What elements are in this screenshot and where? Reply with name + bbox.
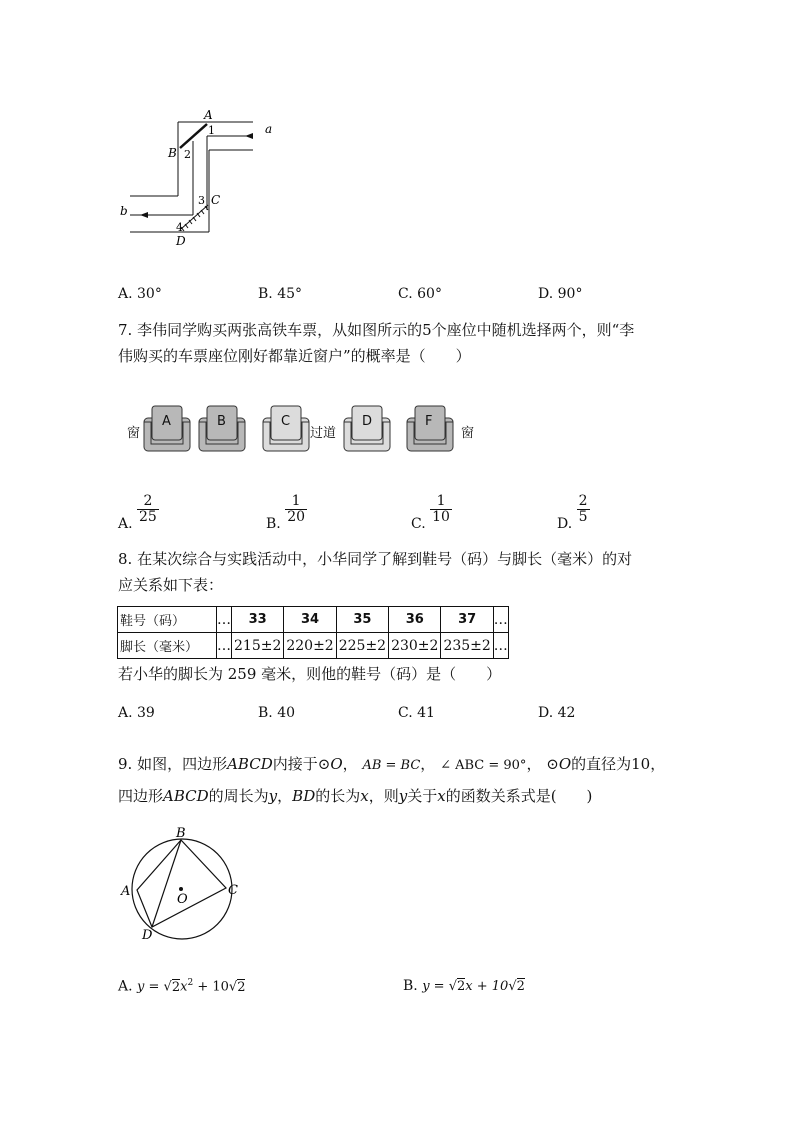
q8-option-c[interactable]	[398, 705, 435, 721]
exponent: 2	[187, 978, 194, 988]
text: ，	[420, 755, 436, 773]
q9-label-A: A	[121, 884, 131, 899]
q6-label-3: 3	[198, 194, 205, 207]
q6-label-b: b	[120, 204, 128, 218]
seat-d	[343, 404, 391, 456]
table-cell: …	[217, 607, 232, 633]
math: x	[437, 787, 446, 805]
table-cell: …	[493, 607, 508, 633]
text: 四边形	[118, 787, 164, 805]
table-cell: 225±2	[336, 633, 388, 659]
q6-reflection-figure	[110, 105, 280, 250]
q9-option-b[interactable]	[403, 978, 525, 994]
math: + 10	[193, 979, 229, 995]
text: 内接于	[272, 755, 318, 773]
math: ABCD	[163, 787, 209, 805]
radicand: 2	[457, 979, 466, 994]
sqrt: √2	[163, 979, 181, 995]
option-letter: A.	[118, 705, 133, 721]
q7-window-left: 窗	[127, 426, 141, 441]
denominator: 20	[287, 509, 306, 525]
q8-option-a[interactable]	[118, 705, 155, 721]
q9-stem	[118, 749, 665, 811]
option-value: 60°	[417, 286, 442, 302]
q8-line1: 8. 在某次综合与实践活动中，小华同学了解到鞋号（码）与脚长（毫米）的对	[118, 550, 633, 568]
option-value: 30°	[137, 286, 162, 302]
math: ABCD	[227, 755, 273, 773]
fraction	[285, 494, 307, 525]
math: y =	[422, 979, 449, 994]
seat-label: D	[362, 414, 373, 429]
table-cell: …	[217, 633, 232, 659]
fraction	[137, 494, 159, 525]
math: y	[268, 787, 278, 805]
q6-label-4: 4	[176, 221, 183, 234]
numerator: 1	[436, 493, 446, 509]
sqrt: √2	[508, 979, 525, 994]
option-value: 40	[277, 705, 296, 721]
q6-label-D: D	[176, 234, 186, 248]
seat-b	[198, 404, 246, 456]
seat-label: F	[425, 414, 433, 429]
text: ，	[342, 755, 358, 773]
q7-option-b[interactable]	[266, 493, 307, 532]
q8-table	[117, 606, 509, 659]
seat-c	[262, 404, 310, 456]
table-cell: 36	[389, 607, 441, 633]
numerator: 2	[143, 493, 153, 509]
table-row	[118, 633, 509, 659]
text: 的函数关系式是( )	[445, 787, 593, 805]
option-value: 39	[137, 705, 155, 721]
q7-line1: 7. 李伟同学购买两张高铁车票，从如图所示的5个座位中随机选择两个，则“李	[118, 321, 635, 339]
option-letter: C.	[398, 286, 413, 302]
seat-label: C	[281, 414, 291, 429]
table-header-cell: 脚长（毫米）	[118, 633, 217, 659]
numerator: 2	[578, 493, 588, 509]
option-letter: C.	[398, 705, 413, 721]
math: BD	[292, 787, 316, 805]
sqrt: √2	[448, 979, 466, 994]
sqrt: √2	[228, 979, 246, 995]
circle-symbol: ⊙	[546, 755, 559, 773]
option-letter: C.	[411, 515, 426, 532]
q6-option-c[interactable]	[398, 286, 442, 302]
seat-label: A	[162, 414, 171, 429]
denominator: 10	[432, 509, 450, 525]
q8-line2: 应关系如下表：	[118, 576, 224, 594]
table-cell: 215±2	[232, 633, 284, 659]
text: ，	[277, 787, 293, 805]
seat-label: B	[217, 414, 226, 429]
seat-f	[406, 404, 454, 456]
q7-option-a[interactable]	[118, 493, 159, 532]
table-header-cell: 鞋号（码）	[118, 607, 217, 633]
math: O	[330, 755, 343, 773]
q9-circle-figure	[115, 825, 250, 943]
q6-label-2: 2	[184, 148, 191, 161]
q6-label-A: A	[204, 108, 213, 122]
radicand: 2	[171, 979, 181, 995]
math: y	[398, 787, 408, 805]
q7-stem	[118, 317, 634, 369]
table-cell: 235±2	[441, 633, 493, 659]
q9-label-C: C	[228, 883, 238, 898]
q9-label-B: B	[176, 826, 186, 841]
math: x	[180, 979, 188, 995]
seat-a	[143, 404, 191, 456]
text: 9. 如图，四边形	[118, 755, 228, 773]
table-cell: 220±2	[284, 633, 336, 659]
q6-option-a[interactable]	[118, 286, 162, 302]
math: x + 10	[465, 979, 509, 994]
fraction	[430, 494, 452, 525]
q9-label-O: O	[177, 892, 188, 907]
q7-line2: 伟购买的车票座位刚好都靠近窗户”的概率是（ ）	[118, 347, 471, 365]
table-cell: 37	[441, 607, 493, 633]
text: 的直径为10，	[571, 755, 666, 773]
math: O	[558, 755, 572, 773]
fraction	[577, 494, 590, 525]
text: 的周长为	[208, 787, 269, 805]
q9-line1	[118, 749, 665, 781]
denominator: 25	[139, 509, 157, 525]
q9-option-a[interactable]	[118, 978, 245, 995]
text: 的长为	[315, 787, 361, 805]
math: y =	[137, 979, 164, 995]
q6-label-a: a	[265, 122, 273, 136]
table-cell: 33	[232, 607, 284, 633]
text: ，则	[368, 787, 399, 805]
option-value: 90°	[557, 286, 583, 302]
table-cell: 34	[284, 607, 336, 633]
circle-symbol: ⊙	[317, 755, 331, 773]
table-row	[118, 607, 509, 633]
option-letter: B.	[258, 705, 273, 721]
numerator: 1	[291, 493, 301, 509]
q6-option-b[interactable]	[258, 286, 302, 302]
table-cell: 230±2	[389, 633, 441, 659]
q6-label-1: 1	[208, 124, 215, 137]
option-letter: A.	[118, 978, 133, 995]
q8-option-b[interactable]	[258, 705, 295, 721]
option-letter: B.	[258, 286, 273, 302]
q9-line2	[118, 781, 665, 811]
q8-option-d[interactable]	[538, 705, 575, 721]
q6-option-d[interactable]	[538, 286, 582, 302]
option-letter: A.	[118, 515, 133, 532]
q8-question-line: 若小华的脚长为 259 毫米，则他的鞋号（码）是（ ）	[118, 665, 502, 683]
table-cell: …	[493, 633, 508, 659]
q7-option-d[interactable]	[557, 493, 590, 532]
q6-label-C: C	[211, 193, 221, 207]
option-letter: B.	[403, 978, 418, 994]
text: ，	[526, 755, 542, 773]
table-cell: 35	[336, 607, 388, 633]
option-value: 45°	[277, 286, 303, 302]
denominator: 5	[578, 509, 588, 525]
option-value: 41	[417, 705, 435, 721]
q8-stem	[118, 546, 632, 598]
math: ∠ ABC = 90°	[440, 758, 527, 773]
q9-label-D: D	[142, 928, 153, 943]
q7-aisle: 过道	[310, 426, 337, 441]
math: AB = BC	[362, 758, 421, 773]
q7-window-right: 窗	[461, 426, 475, 441]
text: 关于	[407, 787, 438, 805]
option-letter: D.	[538, 705, 554, 721]
math: x	[360, 787, 369, 805]
radicand: 2	[237, 979, 246, 995]
option-letter: D.	[557, 515, 573, 532]
q6-label-B: B	[168, 146, 177, 160]
radicand: 2	[516, 979, 525, 994]
option-letter: B.	[266, 515, 281, 532]
option-letter: D.	[538, 286, 554, 302]
option-letter: A.	[118, 286, 133, 302]
option-value: 42	[557, 705, 576, 721]
q7-option-c[interactable]	[411, 493, 452, 532]
